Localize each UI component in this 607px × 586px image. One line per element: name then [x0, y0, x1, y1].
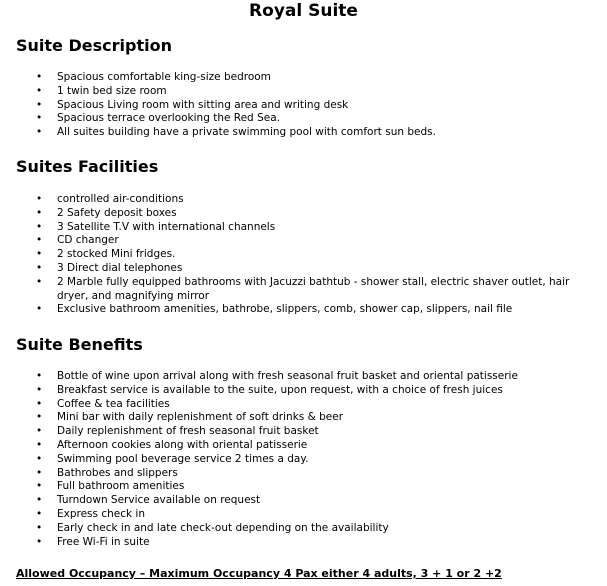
list-item [36, 112, 436, 126]
list-item-text: Breakfast service is available to the suite, upon request, with a choice of fresh juices [57, 383, 503, 396]
bullet-icon: • [36, 84, 43, 97]
list-item [36, 193, 577, 207]
list-item [36, 494, 518, 508]
list-item-text: Mini bar with daily replenishment of soft drinks & beer [57, 411, 344, 424]
list-item [36, 262, 577, 276]
bullet-icon: • [36, 370, 43, 382]
bullet-icon: • [36, 261, 43, 274]
list-item-text: Express check in [57, 507, 145, 520]
list-item-text: Spacious terrace overlooking the Red Sea. [57, 112, 280, 125]
bullet-icon: • [36, 248, 43, 261]
list-item-text: Turndown Service available on request [57, 494, 261, 507]
bullet-icon: • [36, 112, 43, 125]
list-item-text: controlled air-conditions [57, 193, 184, 205]
bullet-icon: • [36, 234, 43, 247]
bullet-icon: • [36, 126, 43, 139]
bullet-icon: • [36, 425, 43, 438]
list-item-text: Spacious comfortable king-size bedroom [57, 71, 271, 83]
list-item-text: Coffee & tea facilities [57, 397, 170, 410]
list-item-text: Exclusive bathroom amenities, bathrobe, slippers, comb, shower cap, slippers, nail file [57, 303, 513, 316]
list-item-text: 2 stocked Mini fridges. [57, 248, 176, 261]
list-item-text: Bottle of wine upon arrival along with fresh seasonal fruit basket and oriental patisserie [57, 370, 518, 382]
bullet-icon: • [36, 480, 43, 493]
section-heading-suites-facilities: Suites Facilities [16, 157, 159, 176]
bullet-icon: • [36, 220, 43, 233]
list-item-text: Afternoon cookies along with oriental patisserie [57, 438, 308, 451]
list-item [36, 398, 518, 412]
list-item [36, 453, 518, 467]
occupancy-note: Allowed Occupancy – Maximum Occupancy 4 Pax either 4 adults, 3 + 1 or 2 +2 [16, 567, 502, 580]
list-item [36, 536, 518, 550]
list-item [36, 85, 436, 99]
list-item [36, 411, 518, 425]
list-item-text: Bathrobes and slippers [57, 466, 178, 479]
list-item [36, 126, 436, 140]
list-item-text: All suites building have a private swimming pool with comfort sun beds. [57, 126, 436, 139]
bullet-icon: • [36, 494, 43, 507]
bullet-icon: • [36, 383, 43, 396]
list-item-text: CD changer [57, 234, 119, 247]
list-item-text: 3 Direct dial telephones [57, 261, 183, 274]
list-item [36, 522, 518, 536]
bullet-icon: • [36, 71, 43, 83]
list-item-text: Swimming pool beverage service 2 times a day. [57, 452, 309, 465]
list-item-text: 3 Satellite T.V with international channels [57, 220, 276, 233]
suites-facilities-list [36, 193, 577, 317]
list-item-text: Full bathroom amenities [57, 480, 185, 493]
page-title: Royal Suite [249, 1, 358, 21]
list-item [36, 303, 577, 317]
list-item [36, 234, 577, 248]
list-item [36, 480, 518, 494]
list-item-text: Spacious Living room with sitting area and writing desk [57, 98, 349, 111]
list-item [36, 425, 518, 439]
list-item [36, 384, 518, 398]
section-heading-suite-benefits: Suite Benefits [16, 335, 143, 354]
list-item-text: 2 Safety deposit boxes [57, 206, 177, 219]
list-item [36, 508, 518, 522]
list-item-text: Early check in and late check-out depending on the availability [57, 521, 389, 534]
bullet-icon: • [36, 507, 43, 520]
bullet-icon: • [36, 98, 43, 111]
bullet-icon: • [36, 193, 43, 205]
bullet-icon: • [36, 438, 43, 451]
bullet-icon: • [36, 397, 43, 410]
bullet-icon: • [36, 535, 43, 548]
list-item [36, 370, 518, 384]
list-item [36, 439, 518, 453]
bullet-icon: • [36, 411, 43, 424]
list-item-text: 2 Marble fully equipped bathrooms with Jacuzzi bathtub - shower stall, electric shaver outlet, hair dryer, and magnifying mirror [57, 275, 570, 302]
list-item [36, 248, 577, 262]
suite-description-list [36, 71, 436, 140]
list-item [36, 276, 577, 304]
list-item [36, 467, 518, 481]
suite-benefits-list [36, 370, 518, 549]
bullet-icon: • [36, 521, 43, 534]
list-item-text: Free Wi-Fi in suite [57, 535, 150, 548]
bullet-icon: • [36, 303, 43, 316]
bullet-icon: • [36, 452, 43, 465]
list-item [36, 207, 577, 221]
list-item-text: Daily replenishment of fresh seasonal fruit basket [57, 425, 319, 438]
list-item [36, 221, 577, 235]
bullet-icon: • [36, 466, 43, 479]
section-heading-suite-description: Suite Description [16, 36, 172, 55]
list-item [36, 99, 436, 113]
bullet-icon: • [36, 206, 43, 219]
list-item [36, 71, 436, 85]
bullet-icon: • [36, 275, 43, 288]
list-item-text: 1 twin bed size room [57, 84, 167, 97]
